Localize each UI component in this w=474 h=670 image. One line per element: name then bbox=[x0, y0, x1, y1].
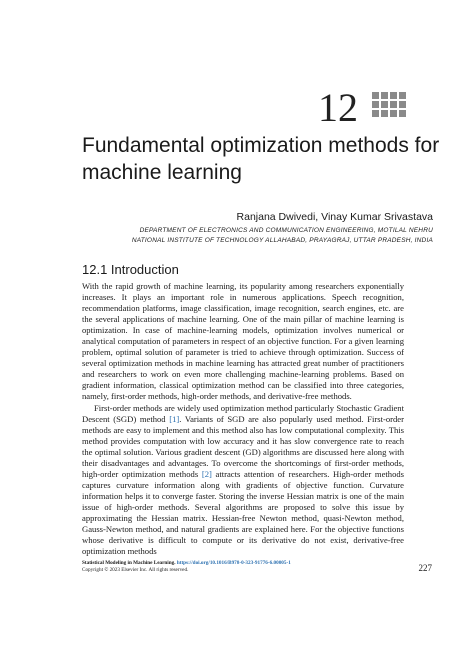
paragraph-1: With the rapid growth of machine learning, its popularity among researchers exponentially increases. It plays an important role in numerous applications. Speech recognition, recommendation platforms, image classification, image recognition, search engines, etc. are the several applications of machine learning. One of the main pillar of machine learning is optimization. In case of machine-learning models, optimization involves numerical or analytical computation of parameters in respect of an objective function. For a given learning problem, optimal solution of parameter is tried to achieve through optimization. Success of several optimization methods in machine learning has attracted great number of practitioners and researchers to work on even more challenging machine-learning problems. Based on gradient information, classical optimization method can be classified into three categories, namely, first-order methods, high-order methods, and derivative-free methods. bbox=[82, 281, 404, 402]
paragraph-2 bbox=[82, 403, 404, 558]
footer-copyright: Copyright © 2023 Elsevier Inc. All rights reserved. bbox=[82, 567, 189, 573]
dot bbox=[372, 92, 379, 99]
citation-link-1[interactable]: [1] bbox=[169, 413, 180, 424]
dot bbox=[399, 101, 406, 108]
dot bbox=[399, 110, 406, 117]
page-number: 227 bbox=[418, 563, 432, 573]
paragraph-2-text-a: First-order methods are widely used optimization method particularly Stochastic Gradient Descent (SGD) method bbox=[82, 402, 404, 424]
authors: Ranjana Dwivedi, Vinay Kumar Srivastava bbox=[236, 211, 433, 223]
dot bbox=[390, 92, 397, 99]
dot bbox=[390, 101, 397, 108]
doi-link[interactable]: https://doi.org/10.1016/B978-0-323-91776-6.00005-1 bbox=[176, 560, 291, 566]
dot bbox=[390, 110, 397, 117]
chapter-number: 12 bbox=[318, 85, 358, 130]
footer-source: Statistical Modeling in Machine Learning. bbox=[82, 560, 176, 566]
dot bbox=[372, 110, 379, 117]
chapter-title: Fundamental optimization methods for machine learning bbox=[82, 134, 440, 184]
footer-info bbox=[82, 560, 291, 574]
dot bbox=[372, 101, 379, 108]
affiliation bbox=[132, 226, 433, 246]
dot bbox=[381, 101, 388, 108]
dot bbox=[399, 92, 406, 99]
dot bbox=[381, 110, 388, 117]
affiliation-line-2: NATIONAL INSTITUTE OF TECHNOLOGY ALLAHABAD, PRAYAGRAJ, UTTAR PRADESH, INDIA bbox=[131, 237, 433, 244]
paragraph-2-text-c: attracts attention of researchers. High-order methods captures curvature information along with gradients of objective function. Curvature information helps it to converge faster. Storing the inverse Hessian matrix is one of the main issue of high-order methods. Several algorithms are proposed to solve this issue by approximating the Hessian matrix. Hessian-free Newton method, quasi-Newton method, Gauss-Newton method, and natural gradients are explained here. For the objective functions whose derivative is difficult to compute or its derivative do not exist, derivative-free optimization methods bbox=[82, 468, 405, 557]
chapter-dot-grid-ornament bbox=[372, 92, 406, 117]
affiliation-line-1: DEPARTMENT OF ELECTRONICS AND COMMUNICATION ENGINEERING, MOTILAL NEHRU bbox=[139, 227, 433, 234]
footer-source-line bbox=[82, 560, 291, 567]
citation-link-2[interactable]: [2] bbox=[201, 468, 212, 479]
body-text bbox=[82, 281, 404, 557]
paragraph-2-text-b: . Variants of SGD are also popularly used method. First-order methods are easy to implement and this method also has low computational complexity. This method provides computation with low accuracy and it has slow convergence rate to reach the optimal solution. Various gradient descent (GD) algorithms are discussed here along with their disadvantages and advantages. To overcome the shortcomings of first-order methods, high-order optimization methods bbox=[82, 413, 404, 479]
dot bbox=[381, 92, 388, 99]
section-heading: 12.1 Introduction bbox=[82, 262, 179, 277]
